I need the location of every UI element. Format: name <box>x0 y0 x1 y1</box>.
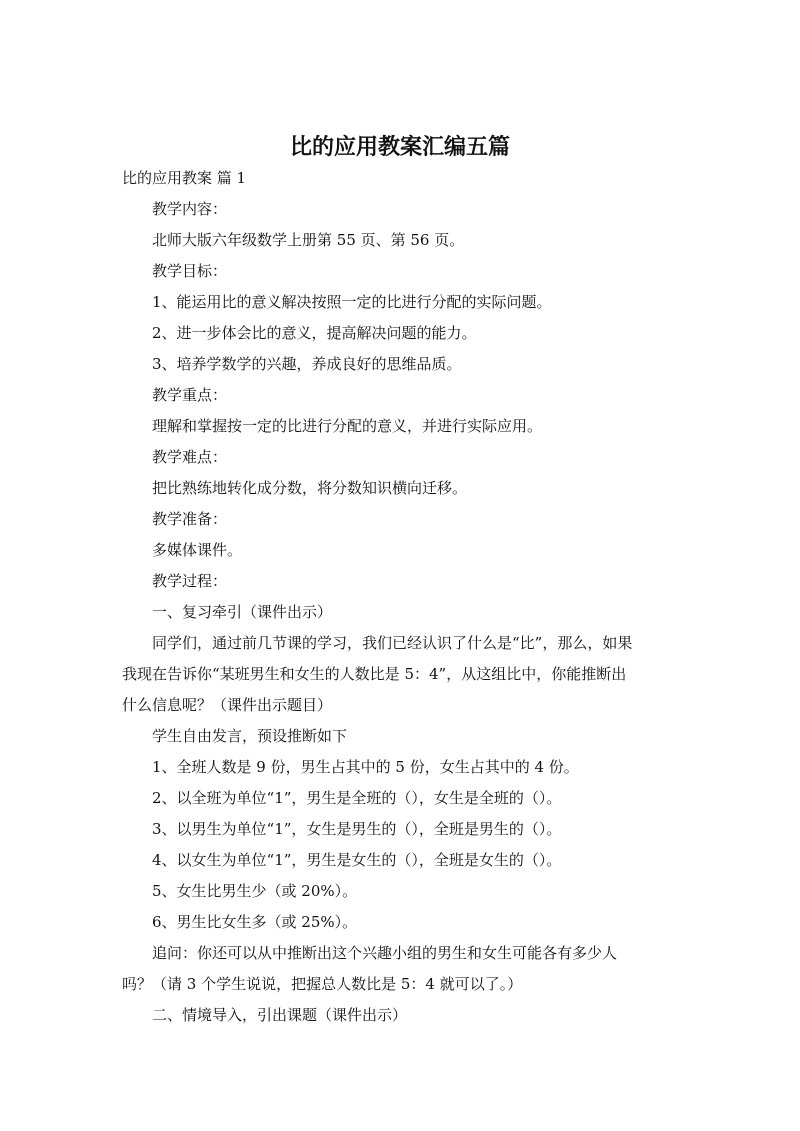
paragraph: 6、男生比女生多（或 25%）。 <box>152 913 358 931</box>
paragraph: 教学重点： <box>152 386 228 404</box>
paragraph: 多媒体课件。 <box>152 541 243 559</box>
paragraph: 一、复习牵引（课件出示） <box>152 603 333 621</box>
paragraph: 3、以男生为单位“1”，女生是男生的（），全班是男生的（）。 <box>152 820 562 838</box>
paragraph: 教学难点： <box>152 448 228 466</box>
paragraph: 教学过程： <box>152 572 228 590</box>
paragraph: 二、情境导入，引出课题（课件出示） <box>152 1006 408 1024</box>
paragraph: 1、能运用比的意义解决按照一定的比进行分配的实际问题。 <box>152 293 552 311</box>
paragraph: 理解和掌握按一定的比进行分配的意义，并进行实际应用。 <box>152 417 543 435</box>
document-title: 比的应用教案汇编五篇 <box>289 134 510 160</box>
paragraph: 教学准备： <box>152 510 228 528</box>
paragraph: 教学内容： <box>152 200 228 218</box>
document-body <box>122 163 682 1031</box>
paragraph: 学生自由发言，预设推断如下 <box>152 727 348 745</box>
paragraph: 追问：你还可以从中推断出这个兴趣小组的男生和女生可能各有多少人 <box>152 944 618 962</box>
paragraph: 1、全班人数是 9 份，男生占其中的 5 份，女生占其中的 4 份。 <box>152 758 579 776</box>
paragraph: 教学目标： <box>152 262 228 280</box>
paragraph: 4、以女生为单位“1”，男生是女生的（），全班是女生的（）。 <box>152 851 562 869</box>
paragraph: 3、培养学数学的兴趣，养成良好的思维品质。 <box>152 355 462 373</box>
paragraph: 2、以全班为单位“1”，男生是全班的（），女生是全班的（）。 <box>152 789 562 807</box>
paragraph: 我现在告诉你“某班男生和女生的人数比是 5：4”，从这组比中，你能推断出 <box>122 665 627 683</box>
paragraph: 把比熟练地转化成分数，将分数知识横向迁移。 <box>152 479 468 497</box>
paragraph: 北师大版六年级数学上册第 55 页、第 56 页。 <box>152 231 465 249</box>
paragraph: 吗？（请 3 个学生说说，把握总人数比是 5：4 就可以了。） <box>122 975 523 993</box>
paragraph: 5、女生比男生少（或 20%）。 <box>152 882 358 900</box>
paragraph: 比的应用教案 篇 1 <box>122 169 247 187</box>
paragraph: 什么信息呢？（课件出示题目） <box>122 696 333 714</box>
paragraph: 2、进一步体会比的意义，提高解决问题的能力。 <box>152 324 477 342</box>
paragraph: 同学们，通过前几节课的学习，我们已经认识了什么是“比”，那么，如果 <box>152 634 633 652</box>
